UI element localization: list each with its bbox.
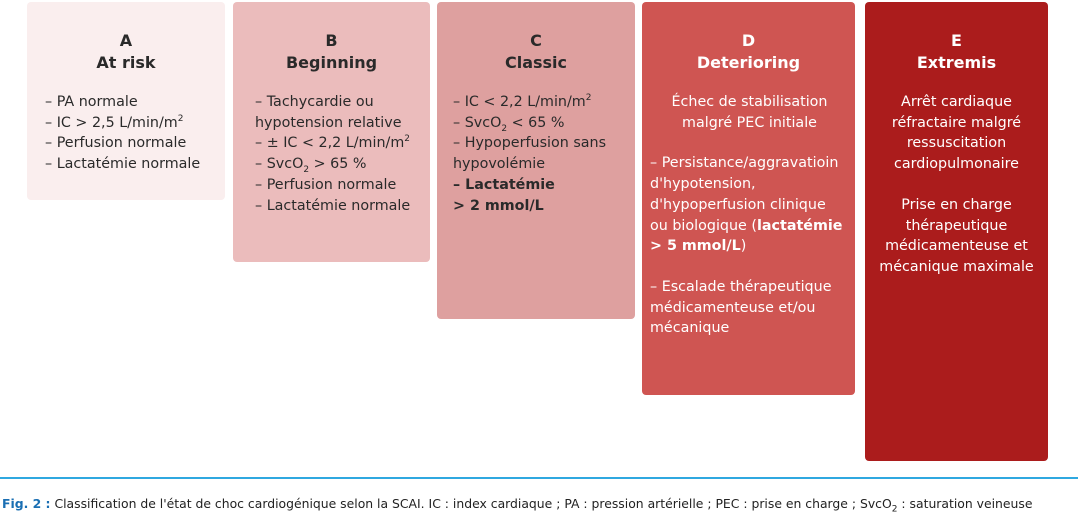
criterion: Échec de stabilisation xyxy=(671,94,828,110)
criterion: mécanique maximale xyxy=(879,258,1034,275)
stage-letter: A xyxy=(119,31,133,50)
stage-c-box xyxy=(437,2,635,319)
criterion: d'hypoperfusion clinique xyxy=(650,196,826,213)
stage-b-box xyxy=(233,2,430,262)
criterion: – Persistance/aggravatioin xyxy=(650,155,839,172)
criterion: cardiopulmonaire xyxy=(894,156,1019,173)
criterion: hypovolémie xyxy=(453,156,546,173)
caption-text: Classification de l'état de choc cardiogénique selon la SCAI. IC : index cardiaque ; PA : pression artérielle ; PEC : prise en charge ; SvcO xyxy=(50,496,892,511)
stage-criteria xyxy=(239,92,424,216)
stage-criteria xyxy=(443,92,629,216)
stage-name: At risk xyxy=(96,53,156,72)
caption-tail: : saturation veineuse xyxy=(897,496,1033,511)
stage-criteria xyxy=(648,92,849,339)
criterion: – Escalade thérapeutique xyxy=(650,278,832,295)
stage-letter: E xyxy=(951,31,962,50)
stage-a-box xyxy=(27,2,225,200)
criterion: – Perfusion normale xyxy=(255,176,397,193)
stage-letter: D xyxy=(741,31,756,50)
figure-caption: Fig. 2 : Classification de l'état de choc cardiogénique selon la SCAI. IC : index cardiaque ; PA : pression artérielle ; PEC : prise en charge ; SvcO$_2$ : saturation veineuse xyxy=(2,496,1033,515)
criterion-bold: > 2 mmol/L xyxy=(453,197,544,214)
stage-criteria xyxy=(33,92,219,175)
criterion: ressuscitation xyxy=(906,135,1007,152)
criterion: – Lactatémie normale xyxy=(255,197,411,214)
stage-letter: B xyxy=(325,31,338,50)
criterion: Prise en charge xyxy=(901,196,1012,213)
criterion: – IC > 2,5 $L/\min/m^2$ xyxy=(45,113,184,131)
criterion: – SvcO$_2$ < 65 % xyxy=(453,114,565,134)
criterion: hypotension relative xyxy=(255,114,402,131)
stage-name: Extremis xyxy=(916,53,997,72)
criterion: – IC < 2,2 $L/\min/m^2$ xyxy=(453,93,592,110)
stage-name: Deterioring xyxy=(696,53,801,72)
criterion: d'hypotension, xyxy=(650,176,756,193)
criterion: – Perfusion normale xyxy=(45,135,187,152)
stage-letter: C xyxy=(530,31,542,50)
criterion: ou biologique (lactatémie xyxy=(650,217,843,234)
caption-label: Fig. 2 : xyxy=(2,496,51,511)
criterion: – Hypoperfusion sans xyxy=(453,135,607,152)
criterion: Arrêt cardiaque xyxy=(901,94,1012,110)
stage-name: Beginning xyxy=(285,53,378,72)
criterion: malgré PEC initiale xyxy=(682,114,817,131)
criterion: thérapeutique xyxy=(905,217,1008,234)
stage-e-box xyxy=(865,2,1048,461)
criterion: – Tachycardie ou xyxy=(255,94,374,110)
stage-criteria xyxy=(871,92,1042,278)
stage-name: Classic xyxy=(504,53,568,72)
stage-d-box xyxy=(642,2,855,395)
criterion: mécanique xyxy=(650,320,730,337)
criterion: médicamenteuse et/ou xyxy=(650,299,816,316)
criterion: – ± IC < 2,2 $L/\min/m^2$ xyxy=(255,134,410,152)
criterion: – SvcO$_2$ > 65 % xyxy=(255,156,367,175)
criterion: > 5 mmol/L) xyxy=(650,238,747,255)
criterion: – Lactatémie normale xyxy=(45,156,201,173)
criterion: réfractaire malgré xyxy=(891,114,1022,131)
criterion: médicamenteuse et xyxy=(885,238,1028,255)
criterion-bold: – Lactatémie xyxy=(453,176,555,193)
criterion: – PA normale xyxy=(45,94,138,110)
